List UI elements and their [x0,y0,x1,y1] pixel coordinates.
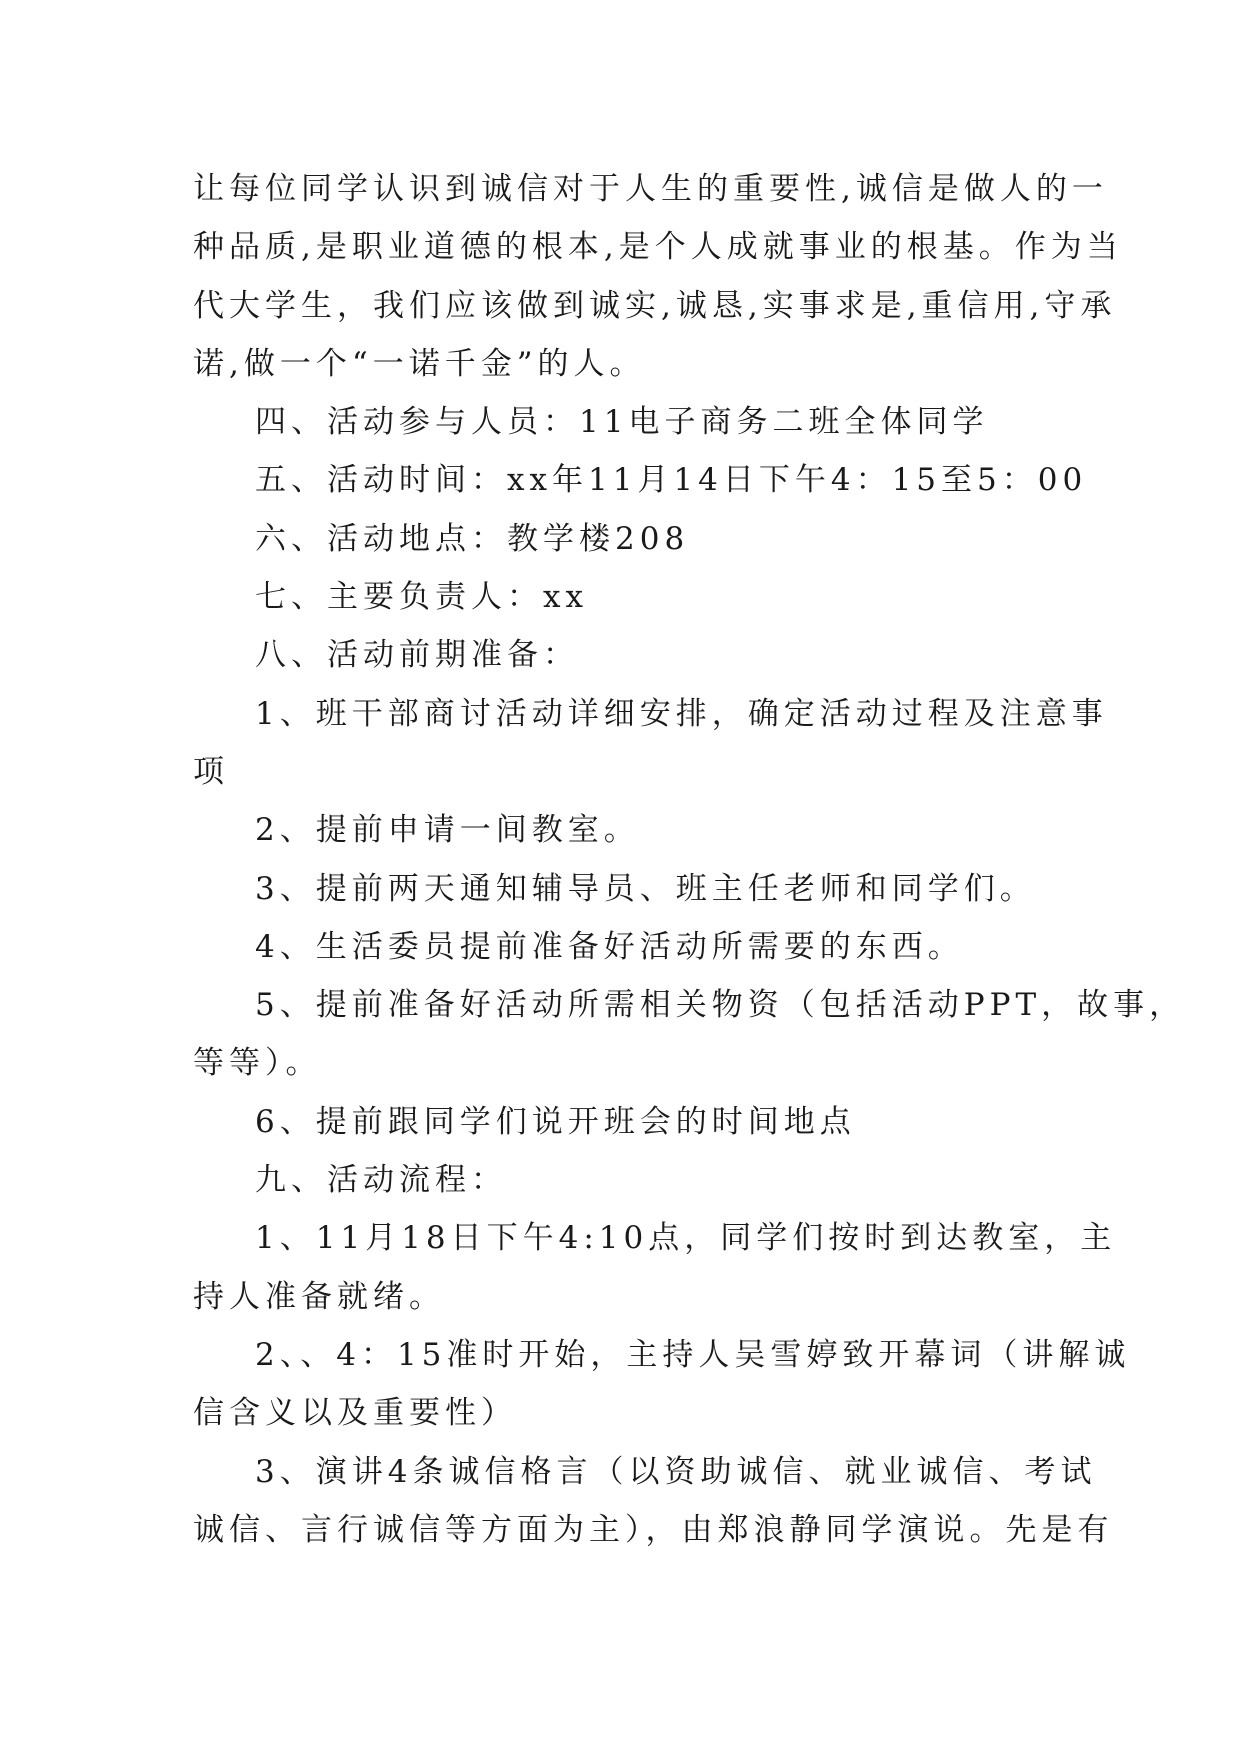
text-line: 3、演讲4条诚信格言（以资助诚信、就业诚信、考试 [255,1453,1097,1490]
text-line: 6、提前跟同学们说开班会的时间地点 [255,1103,856,1140]
text-line: 1、11月18日下午4:10点，同学们按时到达教室，主 [255,1220,1117,1257]
text-line: 代大学生，我们应该做到诚实,诚恳,实事求是,重信用,守承 [193,287,1117,324]
text-line: 四、活动参与人员：11电子商务二班全体同学 [255,404,989,441]
document-page [193,160,1186,1559]
text-line: 信含义以及重要性） [193,1395,517,1432]
text-line: 持人准备就绪。 [193,1278,445,1315]
text-line: 八、活动前期准备： [255,637,579,674]
text-line: 1、班干部商讨活动详细安排，确定活动过程及注意事 [255,695,1108,732]
text-line: 六、活动地点：教学楼208 [255,520,690,557]
text-line: 种品质,是职业道德的根本,是个人成就事业的根基。作为当 [193,229,1123,266]
text-line: 诺,做一个“一诺千金”的人。 [193,345,646,382]
text-line: 七、主要负责人：xx [255,579,588,616]
text-line: 2、、4：15准时开始，主持人吴雪婷致开幕词（讲解诚 [255,1336,1131,1373]
text-line: 九、活动流程： [255,1162,507,1199]
text-line: 等等）。 [193,1045,322,1082]
text-line: 4、生活委员提前准备好活动所需要的东西。 [255,928,964,965]
text-line: 诚信、言行诚信等方面为主），由郑浪静同学演说。先是有 [193,1511,1114,1548]
text-line: 五、活动时间：xx年11月14日下午4：15至5：00 [255,462,1088,499]
text-line: 2、提前申请一间教室。 [255,812,640,849]
text-line: 3、提前两天通知辅导员、班主任老师和同学们。 [255,870,1036,907]
text-line: 项 [193,753,229,790]
text-line: 让每位同学认识到诚信对于人生的重要性,诚信是做人的一 [193,171,1108,207]
text-line: 5、提前准备好活动所需相关物资（包括活动PPT，故事， [255,987,1186,1024]
